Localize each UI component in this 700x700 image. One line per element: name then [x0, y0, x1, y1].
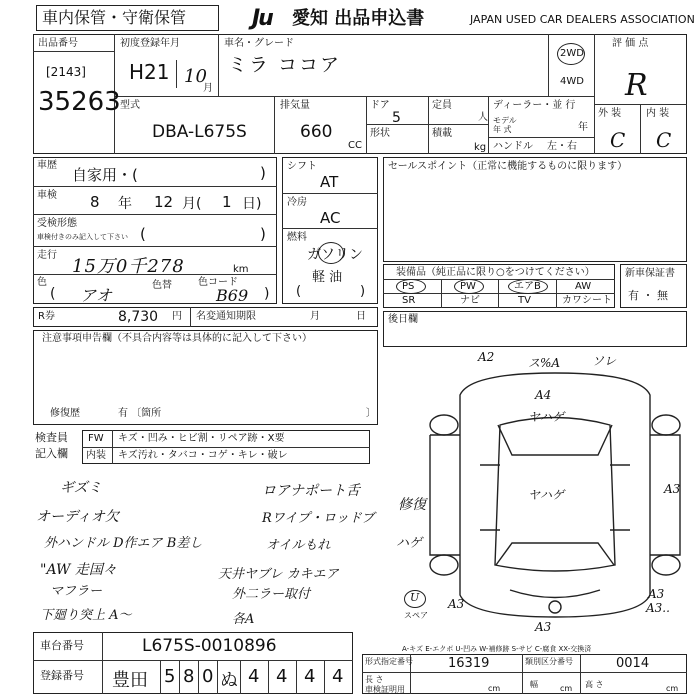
category-label: 類別区分番号	[525, 657, 573, 666]
name-change-day: 日	[356, 311, 366, 322]
drive-2wd: 2WD	[560, 48, 584, 59]
model-year-unit: 年	[578, 122, 588, 133]
damage-mark: ス%A	[528, 356, 561, 370]
reg-month: 10	[184, 66, 207, 87]
divider	[441, 279, 442, 308]
ac-label: 冷房	[287, 197, 307, 208]
model-year-label-2: 年 式	[493, 125, 512, 134]
sales-point-label: セールスポイント（正常に機能するものに限ります）	[388, 161, 628, 172]
divider	[102, 632, 103, 694]
divider	[33, 660, 353, 661]
damage-mark: A2	[478, 350, 495, 364]
shaken-day: 1	[222, 193, 232, 211]
later-frame	[383, 311, 687, 347]
fuel-gas: ガソリン	[307, 247, 363, 263]
recycle-label: R券	[38, 311, 55, 322]
plate-number-digit: 4	[304, 666, 316, 687]
plate-kana: ぬ	[220, 670, 238, 691]
color-code-value: B69	[216, 286, 249, 305]
divider	[282, 228, 378, 229]
hand-note: 各A	[232, 612, 255, 627]
divider	[33, 51, 114, 52]
org-english: JAPAN USED CAR DEALERS ASSOCIATION	[470, 13, 695, 26]
divider	[179, 660, 180, 694]
divider	[176, 60, 177, 88]
divider	[548, 34, 549, 96]
recycle-amount: 8,730	[118, 309, 159, 325]
fw-options: キズ・凹み・ヒビ割・リペア跡・X要	[118, 433, 285, 444]
fuel-diesel: 軽 油	[312, 270, 343, 285]
divider	[112, 430, 113, 464]
equip-leather-seat: カワシート	[562, 295, 612, 306]
car-name-label: 車名・グレード	[224, 38, 294, 49]
chassis-label: 車台番号	[40, 639, 84, 652]
equip-pw: PW	[460, 281, 476, 292]
org-title: 愛知 出品申込書	[292, 8, 425, 29]
exterior-label: 外 装	[598, 108, 622, 119]
damage-mark: A3	[664, 482, 681, 496]
designation-value: 16319	[448, 656, 490, 671]
notice-label: 注意事項申告欄（不具合内容等は具体的に記入して下さい）	[42, 333, 312, 344]
inspector-label-1: 検査員	[35, 431, 68, 444]
shaken-year: 8	[90, 193, 100, 211]
hand-note: オイルもれ	[266, 538, 331, 553]
handle-options: 左・右	[547, 141, 577, 152]
capacity-unit: 人	[478, 112, 488, 123]
divider	[217, 660, 218, 694]
hand-note: 外二ラー取付	[232, 587, 311, 602]
divider	[33, 186, 277, 187]
receiving-paren-close: )	[260, 225, 266, 243]
height-label: 高 さ	[585, 680, 604, 689]
divider	[556, 279, 557, 308]
divider	[190, 307, 191, 327]
hand-note: "AW 走国々	[40, 562, 117, 578]
grade-label: 評 価 点	[612, 38, 649, 49]
divider	[82, 447, 370, 448]
shape-label: 形状	[370, 128, 390, 139]
usage-value: 自家用・(	[72, 166, 138, 184]
lot-small-number: [2143]	[46, 65, 86, 79]
equip-navi: ナビ	[460, 295, 480, 306]
receiving-label: 受検形態	[37, 218, 77, 229]
cert-label: 車検証明用	[365, 685, 405, 694]
chassis-number: L675S-0010896	[142, 636, 277, 656]
recycle-unit: 円	[172, 311, 182, 322]
divider	[198, 660, 199, 694]
divider	[498, 279, 499, 308]
plate-number-digit: 4	[332, 666, 344, 687]
usage-close: )	[260, 164, 266, 182]
divider	[640, 104, 641, 154]
height-unit: cm	[666, 684, 679, 693]
length-label: 長 さ	[365, 675, 384, 684]
damage-mark: ヤハゲ	[528, 488, 565, 502]
drive-4wd: 4WD	[560, 76, 584, 87]
damage-mark: A3..	[646, 601, 670, 615]
model-code: DBA-L675S	[152, 122, 247, 142]
fuel-label: 燃料	[287, 232, 307, 243]
plate-region: 豊田	[112, 670, 148, 691]
equip-airbag: エアB	[514, 281, 541, 292]
mileage-unit: km	[233, 264, 249, 275]
car-name: ミラ ココア	[228, 54, 342, 76]
divider	[324, 660, 325, 694]
load-label: 積載	[432, 128, 452, 139]
ju-logo: Ju	[252, 6, 272, 31]
model-year-label-1: モデル	[493, 116, 517, 125]
equip-tv: TV	[518, 295, 531, 306]
grade-value: R	[625, 68, 648, 103]
damage-mark: U	[410, 591, 420, 604]
divider	[33, 214, 277, 215]
color-value: アオ	[80, 286, 112, 305]
warranty-options: 有 ・ 無	[628, 289, 668, 302]
equipment-label: 装備品（純正品に限り○をつけてください）	[396, 267, 595, 278]
plate-class-digit: 8	[183, 666, 195, 687]
divider	[488, 137, 594, 138]
interior-grade: C	[656, 128, 672, 152]
lot-label: 出品番号	[38, 38, 78, 49]
inspector-label-2: 記入欄	[35, 447, 68, 460]
hand-note: ロアナポート舌	[262, 483, 360, 499]
hand-note: マフラー	[50, 584, 103, 599]
divider	[488, 96, 489, 154]
receiving-paren-open: (	[140, 225, 146, 243]
divider	[522, 654, 523, 694]
damage-mark: A3	[448, 597, 465, 611]
hand-note: Rワイプ・ロッドブ	[262, 511, 375, 526]
damage-mark: A3	[535, 620, 552, 634]
damage-mark: A3	[648, 587, 665, 601]
category-value: 0014	[616, 656, 650, 671]
divider	[296, 660, 297, 694]
spare-label: スペア	[404, 611, 428, 620]
plate-number-digit: 4	[248, 666, 260, 687]
displacement-label: 排気量	[280, 100, 310, 111]
shift-label: シフト	[287, 161, 317, 172]
dealer-label: ディーラー・並 行	[493, 100, 576, 111]
repair-value: 有 〔箇所	[118, 408, 162, 419]
warranty-label: 新車保証書	[625, 268, 675, 279]
capacity-label: 定員	[432, 100, 452, 111]
first-registration-label: 初度登録年月	[120, 38, 180, 49]
model-label: 型式	[120, 100, 140, 111]
shaken-month: 12	[154, 193, 174, 211]
divider	[33, 246, 277, 247]
interior-insp-label: 内装	[86, 450, 106, 461]
color-code-label: 色コード	[198, 277, 238, 288]
color-change-label: 色替	[152, 280, 172, 291]
mileage-label: 走行	[37, 250, 57, 261]
usage-label: 車歴	[37, 160, 57, 171]
hand-note: 外ハンドル D作エア B差し	[44, 536, 203, 551]
equip-sr: SR	[402, 295, 416, 306]
divider	[274, 96, 275, 154]
mileage-value: 15万0千278	[72, 256, 185, 277]
reg-month-unit: 月	[203, 83, 213, 94]
name-change-month: 月	[310, 311, 320, 322]
door-label: ドア	[370, 100, 390, 111]
interior-insp-options: キズ汚れ・タバコ・コゲ・キレ・破レ	[118, 450, 288, 461]
displacement-unit: CC	[348, 140, 362, 151]
hand-note: 修復	[398, 497, 426, 513]
damage-mark: A4	[535, 388, 552, 402]
damage-mark: ヤハゲ	[528, 410, 565, 424]
plate-label: 登録番号	[40, 669, 84, 682]
exterior-grade: C	[610, 128, 626, 152]
plate-class-digit: 0	[202, 666, 214, 687]
shaken-month-unit: 月(	[182, 196, 202, 212]
repair-close: 〕	[366, 408, 376, 419]
divider	[428, 96, 429, 154]
storage-stamp: 車内保管・守衛保管	[42, 8, 187, 27]
equip-ps: PS	[402, 281, 415, 292]
color-label: 色	[37, 277, 47, 288]
fuel-paren-open: (	[296, 284, 302, 299]
receiving-note: 車検付きのみ記入して下さい	[37, 233, 128, 241]
shaken-year-unit: 年	[118, 196, 132, 212]
plate-number-digit: 4	[276, 666, 288, 687]
hand-note: オーディオ欠	[36, 509, 119, 525]
load-unit: kg	[474, 142, 487, 153]
hand-note: ギズミ	[60, 480, 102, 496]
plate-class-digit: 5	[164, 666, 176, 687]
lot-number: 35263	[38, 87, 121, 117]
divider	[114, 96, 594, 97]
shaken-day-unit: 日)	[242, 196, 262, 212]
color-paren-close: )	[264, 286, 270, 302]
damage-mark: ソレ	[592, 354, 617, 368]
width-label: 幅	[530, 680, 538, 689]
color-paren-open: (	[50, 286, 56, 302]
designation-label: 形式指定番号	[365, 657, 413, 666]
divider	[366, 124, 488, 125]
reg-year: H21	[129, 60, 170, 84]
interior-label: 内 装	[646, 108, 670, 119]
ac-value: AC	[320, 209, 341, 227]
hand-note: 下廻り突上 A〜	[40, 608, 132, 623]
shift-value: AT	[320, 173, 339, 191]
divider	[594, 34, 595, 154]
equip-aw: AW	[575, 281, 592, 292]
fuel-paren-close: )	[360, 284, 366, 299]
hand-note: 天井ヤブレ カキエア	[218, 567, 339, 582]
divider	[580, 654, 581, 694]
length-unit: cm	[488, 684, 501, 693]
door-value: 5	[392, 110, 401, 126]
damage-legend: A-キズ E-エクボ U-凹み W-補修跡 S-サビ C-腐食 XX-交換済	[402, 645, 592, 653]
divider	[268, 660, 269, 694]
hand-note: ハゲ	[396, 536, 423, 551]
name-change-label: 名変通知期限	[196, 311, 256, 322]
fw-label: FW	[88, 433, 104, 444]
handle-label: ハンドル	[493, 141, 533, 152]
repair-label: 修復歴	[50, 408, 80, 419]
divider	[240, 660, 241, 694]
top-section-frame	[33, 34, 687, 154]
displacement-value: 660	[300, 122, 333, 142]
divider	[160, 660, 161, 694]
divider	[366, 96, 367, 154]
shaken-label: 車検	[37, 190, 57, 201]
later-label: 後日欄	[388, 314, 418, 325]
width-unit: cm	[560, 684, 573, 693]
divider	[282, 193, 378, 194]
divider	[218, 34, 219, 96]
